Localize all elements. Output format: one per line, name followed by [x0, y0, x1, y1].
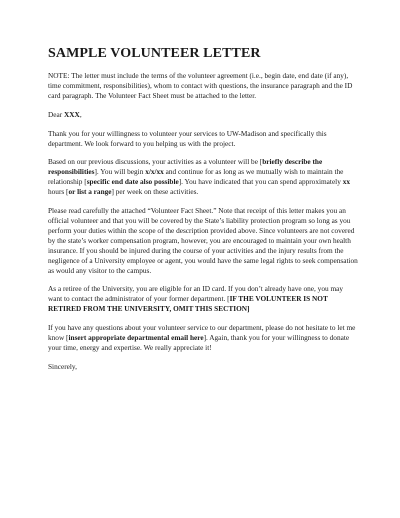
contact-placeholder-email: insert appropriate departmental email here [68, 333, 204, 343]
terms-text-1: Based on our previous discussions, your activities as a volunteer will be [ [48, 157, 263, 167]
id-card-instruction: IF THE VOLUNTEER IS NOT RETIRED FROM THE UNIVERSITY, OMIT THIS SECTION [48, 294, 328, 314]
terms-text-3: and continue for as long as we mutually wish to maintain the relationship [ [48, 167, 344, 187]
contact-text-2: ]. Again, thank you for your willingness to donate your time, energy and expertise. We really appreciate it! [48, 333, 350, 352]
terms-text-4: ]. You have indicated that you can spend approximately [178, 177, 343, 187]
terms-placeholder-end-date: specific end date also possible [86, 177, 179, 187]
terms-placeholder-range: or list a range [68, 187, 112, 197]
contact-paragraph [48, 323, 358, 353]
contact-text-1: If you have any questions about your volunteer service to our department, please do not hesitate to let me know [ [48, 323, 356, 343]
instruction-note: NOTE: The letter must include the terms of the volunteer agreement (i.e., begin date, end date (if any), time commitment, responsibilities), whom to contact with questions, the insurance paragraph and the ID card paragraph. The Volunteer Fact Sheet must be attached to the letter. [48, 71, 353, 100]
terms-placeholder-responsibilities: briefly describe the responsibilities [48, 157, 323, 177]
salutation [48, 110, 358, 120]
salutation-prefix: Dear [48, 109, 65, 119]
terms-text-5: hours [ [48, 187, 69, 197]
id-card-paragraph [48, 284, 358, 314]
terms-text-6: ] per week on these activities. [111, 187, 199, 197]
terms-placeholder-hours: xx [342, 177, 350, 187]
salutation-name: XXX [64, 109, 80, 119]
closing: Sincerely, [48, 361, 77, 371]
terms-text-2: ]. You will begin [94, 167, 146, 177]
thank-you-paragraph: Thank you for your willingness to volunteer your services to UW-Madison and specifically this department. We look forward to you helping us with the project. [48, 128, 327, 148]
salutation-suffix: , [79, 109, 82, 119]
insurance-paragraph: Please read carefully the attached “Volunteer Fact Sheet.” Note that receipt of this letter makes you an official volunteer and that you will be covered by the State’s liability protection program so long as you perform your duties within the scope of the description provided above. Since volunteers are not covered by the state’s worker compensation program, however, you are encouraged to maintain your own health insurance. If you should be injured during the course of your activities and the injury results from the negligence of a University employee or agent, you would have the same legal rights to seek compensation as would any visitor to the campus. [48, 206, 358, 275]
letter-title: SAMPLE VOLUNTEER LETTER [48, 46, 261, 61]
terms-paragraph [48, 157, 358, 197]
id-card-text: As a retiree of the University, you are eligible for an ID card. If you don’t already have one, you may want to contact the administrator of your former department. [ [48, 284, 344, 304]
terms-placeholder-begin-date: x/x/xx [145, 167, 164, 177]
id-card-bracket: ] [247, 304, 250, 314]
letter-page [48, 46, 358, 372]
